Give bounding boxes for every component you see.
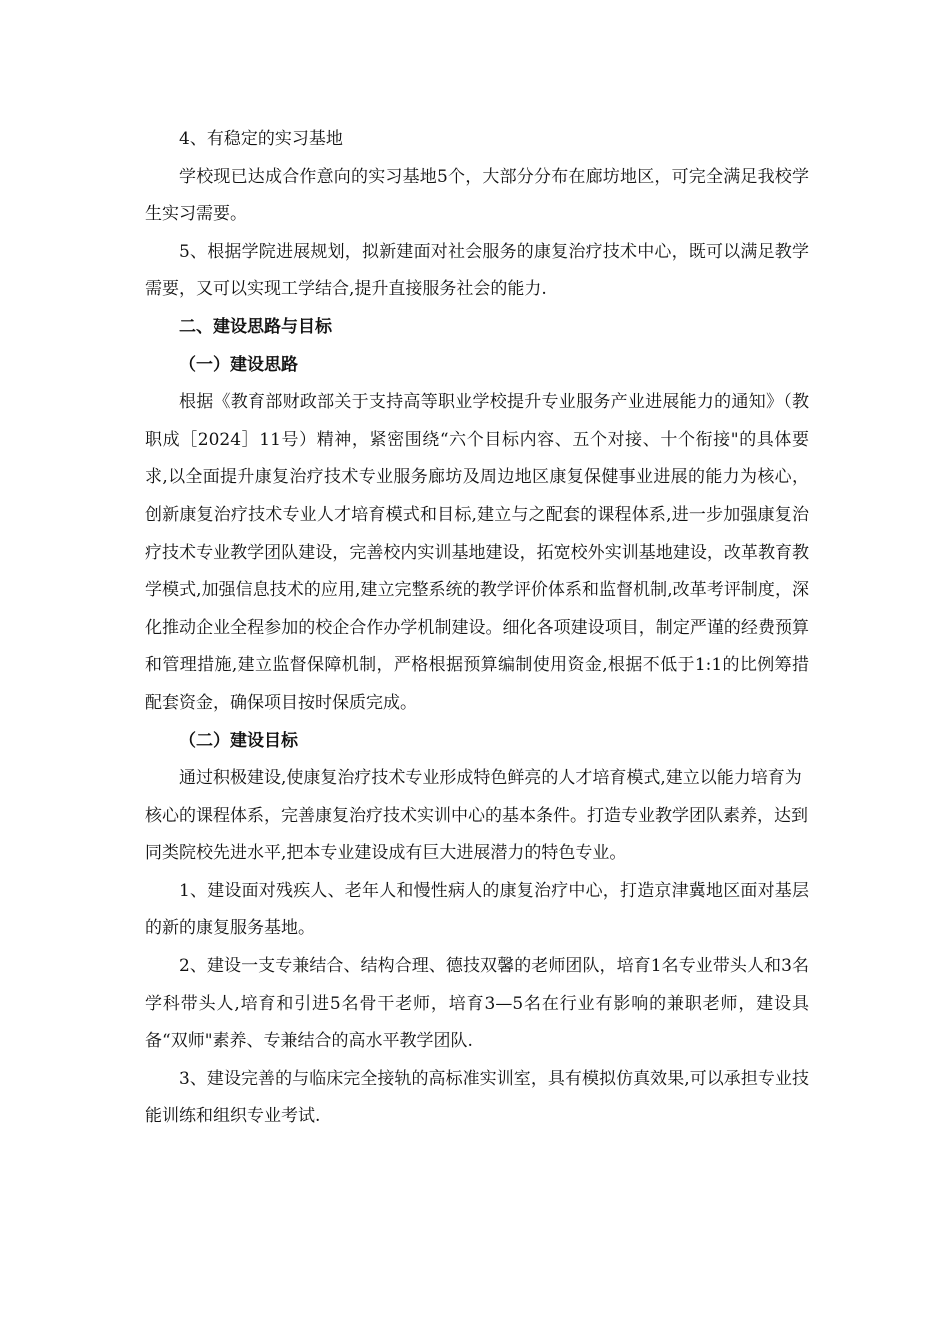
paragraph-goal-2: 2、建设一支专兼结合、结构合理、德技双馨的老师团队，培育1名专业带头人和3名学科带头人,培育和引进5名骨干老师，培育3—5名在行业有影响的兼职老师，建设具备“双师"素养、专兼结合的高水平教学团队.: [145, 956, 809, 1052]
paragraph-internship-base-heading: 4、有稳定的实习基地: [179, 129, 343, 149]
subsection-heading-goals: （二）建设目标: [179, 730, 298, 751]
paragraph-goal-1: 1、建设面对残疾人、老年人和慢性病人的康复治疗中心，打造京津冀地区面对基层的新的康复服务基地。: [145, 880, 809, 939]
paragraph-rehab-center-plan: 5、根据学院进展规划，拟新建面对社会服务的康复治疗技术中心，既可以满足教学需要，又可以实现工学结合,提升直接服务社会的能力.: [145, 241, 809, 300]
subsection-heading-ideas: （一）建设思路: [179, 354, 298, 375]
paragraph-construction-goals: 通过积极建设,使康复治疗技术专业形成特色鲜亮的人才培育模式,建立以能力培育为核心的课程体系，完善康复治疗技术实训中心的基本条件。打造专业教学团队素养，达到同类院校先进水平,把本专业建设成有巨大进展潜力的特色专业。: [145, 768, 808, 864]
document-body: [145, 121, 809, 1136]
paragraph-construction-ideas: 根据《教育部财政部关于支持高等职业学校提升专业服务产业进展能力的通知》（教职成［2024］11号）精神，紧密围绕“六个目标内容、五个对接、十个衔接"的具体要求,以全面提升康复治疗技术专业服务廊坊及周边地区康复保健事业进展的能力为核心，创新康复治疗技术专业人才培育模式和目标,建立与之配套的课程体系,进一步加强康复治疗技术专业教学团队建设，完善校内实训基地建设，拓宽校外实训基地建设，改革教育教学模式,加强信息技术的应用,建立完整系统的教学评价体系和监督机制,改革考评制度，深化推动企业全程参加的校企合作办学机制建设。细化各项建设项目，制定严谨的经费预算和管理措施,建立监督保障机制，严格根据预算编制使用资金,根据不低于1:1的比例筹措配套资金，确保项目按时保质完成。: [145, 392, 809, 713]
paragraph-goal-3: 3、建设完善的与临床完全接轨的高标准实训室，具有模拟仿真效果,可以承担专业技能训练和组织专业考试.: [145, 1068, 809, 1127]
section-heading-ideas-goals: 二、建设思路与目标: [179, 316, 332, 337]
paragraph-internship-base: 学校现已达成合作意向的实习基地5个，大部分分布在廊坊地区，可完全满足我校学生实习需要。: [145, 166, 809, 225]
